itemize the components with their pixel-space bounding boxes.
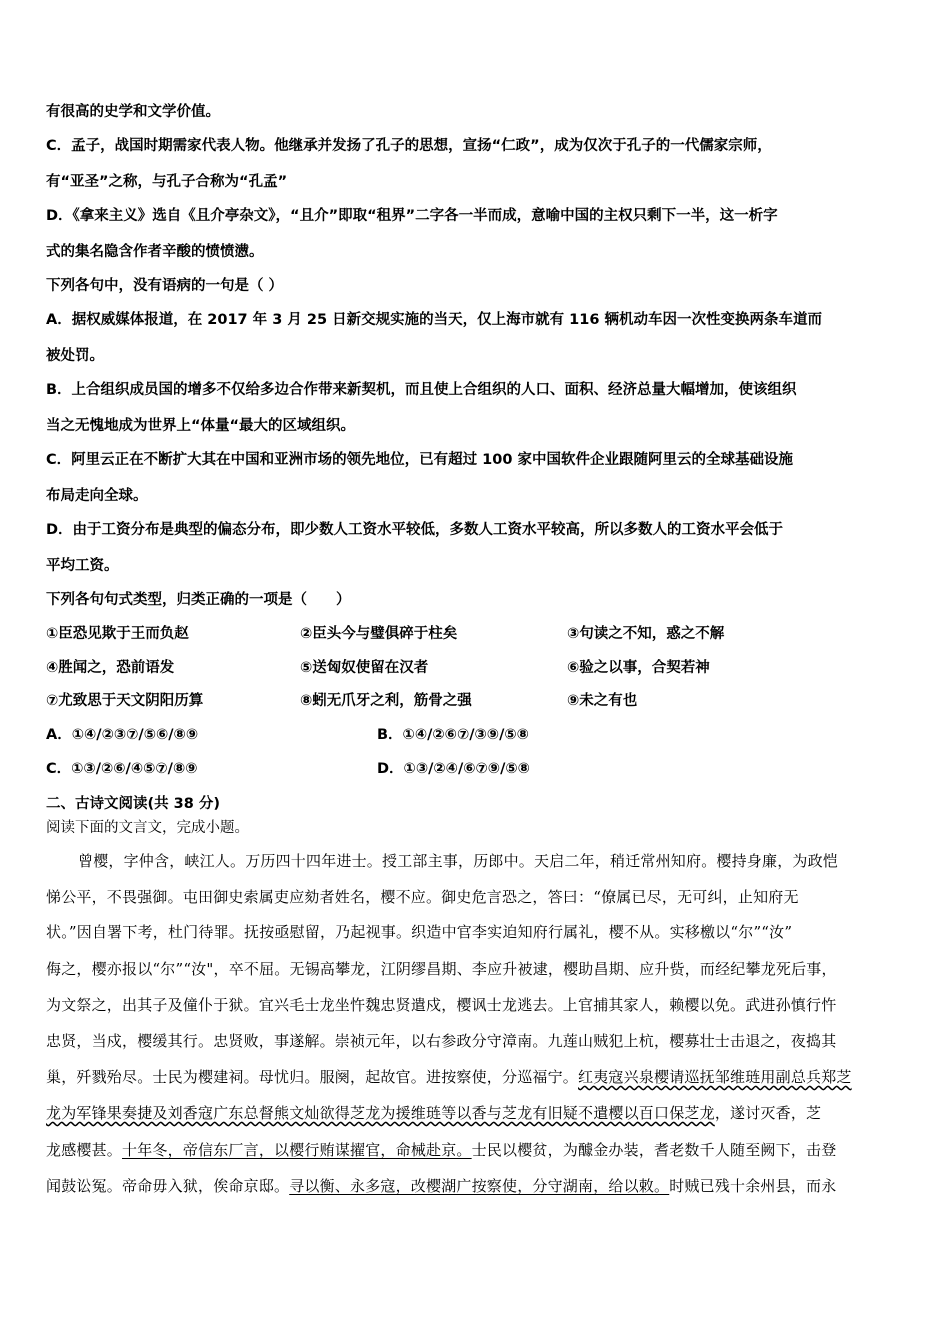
text-line: 布局走向全球。	[46, 488, 148, 504]
text-line: 平均工资。	[46, 558, 119, 574]
passage-segment: 闻鼓讼冤。帝命毋入狱，俟命京邸。	[46, 1177, 290, 1195]
choice-c-line: C．阿里云正在不断扩大其在中国和亚洲市场的领先地位，已有超过 100 家中国软件企业跟随阿里云的全球基础设施	[46, 452, 794, 468]
option-c-religion-line: C．孟子，战国时期需家代表人物。他继承并发扬了孔子的思想，宣扬“仁政”，成为仅次于孔子的一代儒家宗师，	[46, 138, 772, 154]
passage-line: 曾樱，字仲含，峡江人。万历四十四年进士。授工部主事，历郎中。天启二年，稍迁常州知府。樱持身廉，为政恺	[78, 852, 839, 870]
underlined-sentence: 寻以衡、永多寇，改樱湖广按察使，分守湖南，给以敕。	[289, 1177, 670, 1195]
sentence-item: ①臣恐见欺于王而负赵	[46, 626, 189, 642]
passage-line	[46, 1140, 836, 1160]
answer-option-b: B．①④/②⑥⑦/③⑨/⑤⑧	[377, 727, 529, 743]
sentence-item: ③句读之不知，惑之不解	[567, 626, 725, 642]
passage-line: 侮之，樱亦报以“尔”“汝"，卒不屈。无锡高攀龙，江阴缪昌期、李应升被逮，樱助昌期、应升赀，而经纪攀龙死后事，	[46, 960, 837, 978]
passage-line: 状。”因自署下考，杜门待罪。抚按亟慰留，乃起视事。织造中官李实迫知府行属礼，樱不从。实移檄以“尔”“汝”	[46, 923, 793, 941]
section-instruction: 阅读下面的文言文，完成小题。	[46, 820, 249, 836]
passage-segment: ，遂讨灭香，芝	[714, 1104, 822, 1122]
sentence-item: ④胜闻之，恐前语发	[46, 660, 175, 676]
answer-option-d: D．①③/②④/⑥⑦⑨/⑤⑧	[377, 761, 530, 777]
passage-line: 悌公平，不畏强御。屯田御史索属吏应劾者姓名，樱不应。御史危言恐之，答曰：“僚属已尽，无可纠，止知府无	[46, 888, 799, 906]
passage-line	[46, 1176, 836, 1196]
answer-option-a: A．①④/②③⑦/⑤⑥/⑧⑨	[46, 727, 199, 743]
sentence-item: ⑧蚓无爪牙之利，筋骨之强	[300, 693, 472, 709]
answer-option-c: C．①③/②⑥/④⑤⑦/⑧⑨	[46, 761, 198, 777]
text-line: 当之无愧地成为世界上“体量“最大的区域组织。	[46, 418, 356, 434]
passage-line	[46, 1103, 821, 1123]
underlined-sentence: 十年冬，帝信东厂言，以樱行贿谋擢官，命械赴京。	[122, 1141, 472, 1159]
choice-d-line: D．由于工资分布是典型的偏态分布，即少数人工资水平较低，多数人工资水平较高，所以多数人的工资水平会低于	[46, 522, 784, 538]
passage-line: 为文祭之，出其子及僮仆于狱。宜兴毛士龙坐忤魏忠贤遣戍，樱讽士龙逃去。上官捕其家人，赖樱以免。武进孙慎行忤	[46, 996, 837, 1014]
text-line: 有“亚圣”之称，与孔子合称为“孔孟”	[46, 174, 288, 190]
question-stem: 下列各句句式类型，归类正确的一项是（ ）	[46, 592, 351, 608]
passage-segment: 龙感樱甚。	[46, 1141, 123, 1159]
text-line: 有很高的史学和文学价值。	[46, 104, 220, 120]
text-line: 式的集名隐含作者辛酸的愤愤懑。	[46, 244, 264, 260]
option-d-line: D．《拿来主义》选自《且介亭杂文》，“且介”即取“租界”二字各一半而成，意喻中国的主权只剩下一半，这一析字	[46, 208, 778, 224]
passage-segment: 巢，歼戮殆尽。士民为樱建祠。母忧归。服阕，起故官。进按察使，分巡福宁。	[46, 1068, 579, 1086]
choice-b-line: B．上合组织成员国的增多不仅给多边合作带来新契机，而且使上合组织的人口、面积、经济总量大幅增加，使该组织	[46, 382, 797, 398]
text-line: 被处罚。	[46, 348, 104, 364]
sentence-item: ⑤送匈奴使留在汉者	[300, 660, 429, 676]
section-heading: 二、古诗文阅读(共 38 分)	[46, 796, 221, 812]
passage-line	[46, 1067, 852, 1087]
passage-line: 忠贤，当戍，樱缓其行。忠贤败，事遂解。崇祯元年，以右参政分守漳南。九莲山贼犯上杭，樱募壮士击退之，夜捣其	[46, 1032, 837, 1050]
underlined-segment: 龙为军锋果奏捷及刘香寇广东总督熊文灿欲得芝龙为援维琏等以香与芝龙有旧疑不遣樱以百口保芝龙	[46, 1104, 715, 1122]
sentence-item: ⑦尤致思于天文阴阳历算	[46, 693, 204, 709]
passage-segment: 士民以樱贫，为醵金办装，耆老数千人随至阙下，击登	[471, 1141, 837, 1159]
underlined-segment: 红夷寇兴泉樱请巡抚邹维琏用副总兵郑芝	[578, 1068, 852, 1086]
sentence-item: ⑨未之有也	[567, 693, 638, 709]
sentence-item: ②臣头今与璧俱碎于柱矣	[300, 626, 458, 642]
sentence-item: ⑥验之以事，合契若神	[567, 660, 710, 676]
question-stem: 下列各句中，没有语病的一句是（ ）	[46, 278, 284, 294]
choice-a-line: A．据权威媒体报道，在 2017 年 3 月 25 日新交规实施的当天，仅上海市就有 116 辆机动车因一次性变换两条车道而	[46, 312, 822, 328]
passage-segment: 时贼已残十余州县，而永	[669, 1177, 837, 1195]
